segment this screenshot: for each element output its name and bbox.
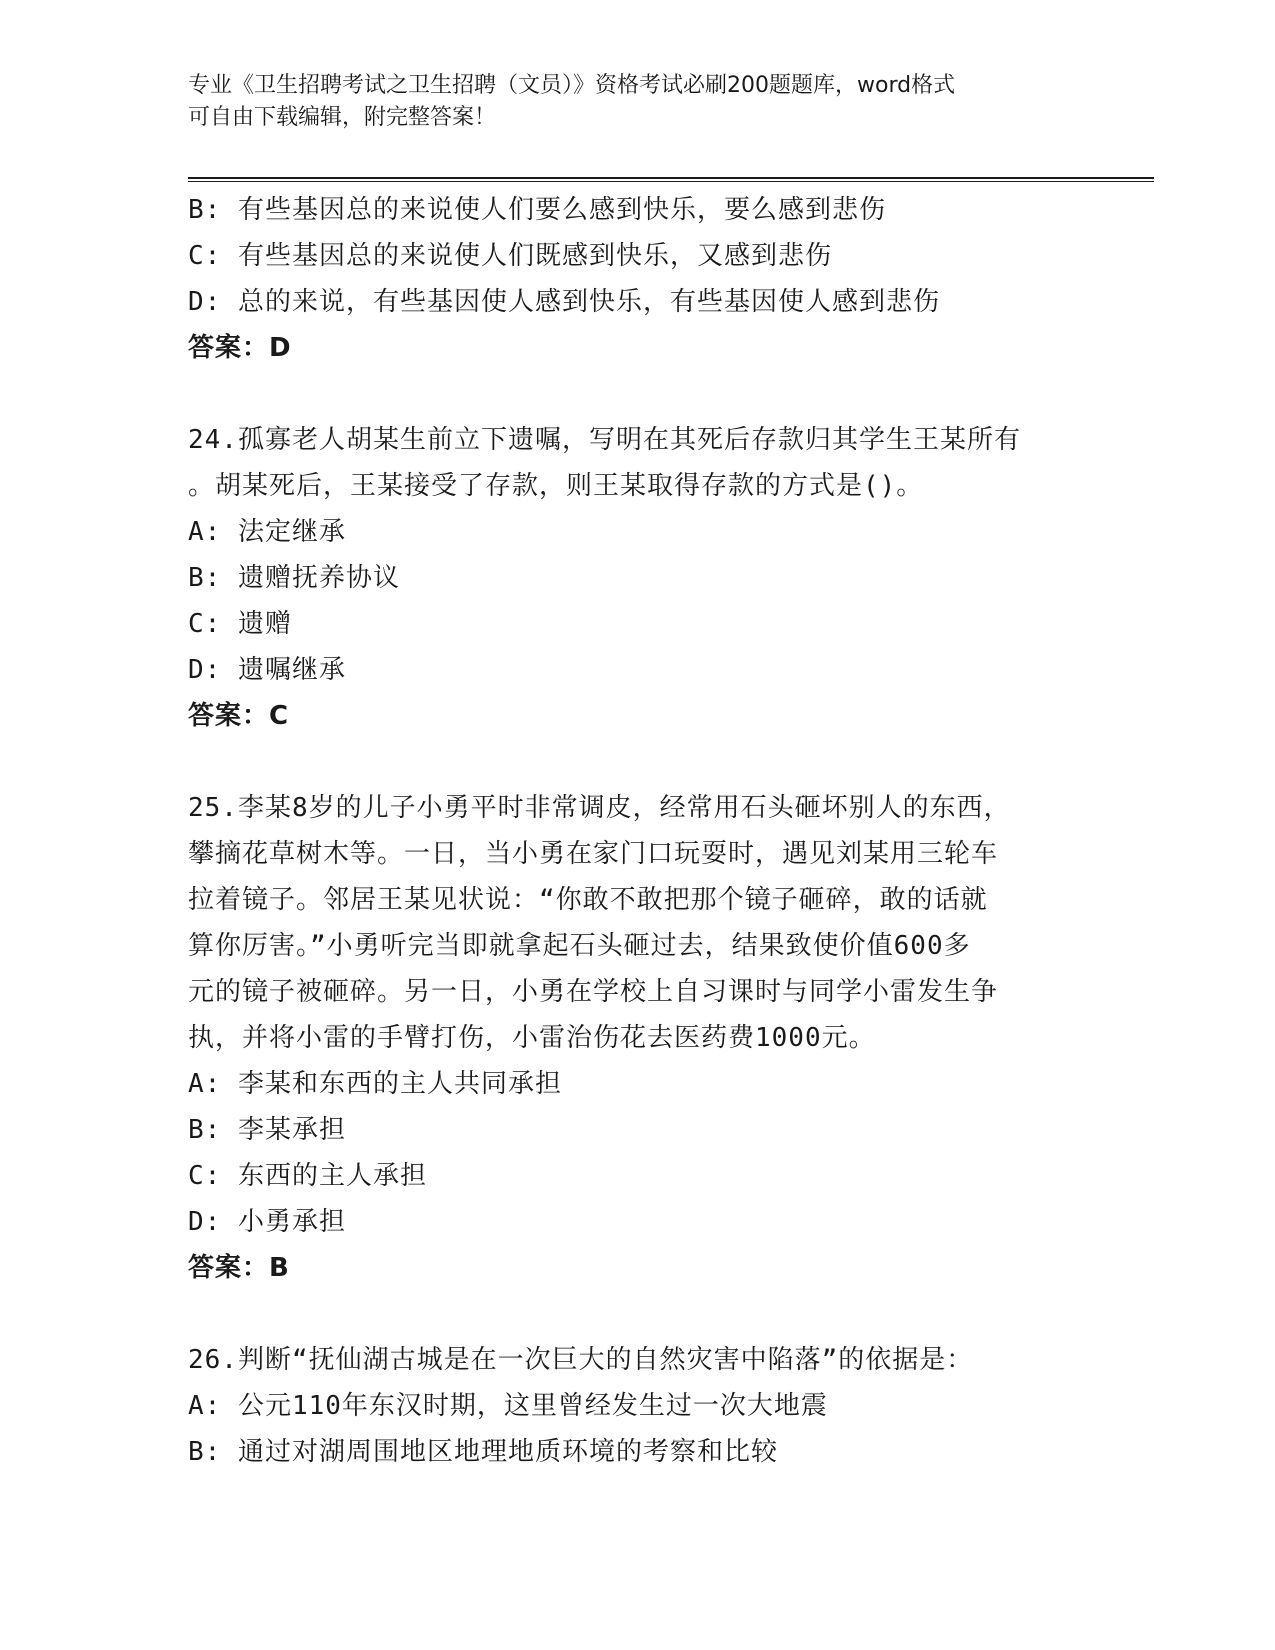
question-stem-line: 元的镜子被砸碎。另一日，小勇在学校上自习课时与同学小雷发生争 xyxy=(188,977,999,1007)
answer-line: 答案：B xyxy=(188,1253,290,1283)
question-stem-line: 24.孤寡老人胡某生前立下遗嘱，写明在其死后存款归其学生王某所有 xyxy=(188,425,1021,455)
question-stem-line: 执，并将小雷的手臂打伤，小雷治伤花去医药费1000元。 xyxy=(188,1023,876,1053)
spacer xyxy=(188,739,1088,785)
question-stem-line: 攀摘花草树木等。一日，当小勇在家门口玩耍时，遇见刘某用三轮车 xyxy=(188,839,999,869)
header-title-line-2: 可自由下载编辑，附完整答案！ xyxy=(188,105,497,130)
spacer xyxy=(188,1291,1088,1337)
option-c: C: 有些基因总的来说使人们既感到快乐，又感到悲伤 xyxy=(188,241,832,271)
question-24 xyxy=(188,417,1088,739)
option-a: A: 公元110年东汉时期，这里曾经发生过一次大地震 xyxy=(188,1391,828,1421)
answer-line: 答案：D xyxy=(188,333,292,363)
option-b: B: 遗赠抚养协议 xyxy=(188,563,400,593)
option-a: A: 法定继承 xyxy=(188,517,346,547)
option-b: B: 李某承担 xyxy=(188,1115,346,1145)
answer-line: 答案：C xyxy=(188,701,290,731)
question-stem-line: 26.判断“抚仙湖古城是在一次巨大的自然灾害中陷落”的依据是： xyxy=(188,1345,974,1375)
option-d: D: 小勇承担 xyxy=(188,1207,346,1237)
option-c: C: 东西的主人承担 xyxy=(188,1161,427,1191)
header-divider xyxy=(188,177,1154,182)
option-d: D: 总的来说，有些基因使人感到快乐，有些基因使人感到悲伤 xyxy=(188,287,940,317)
spacer xyxy=(188,371,1088,417)
option-b: B: 通过对湖周围地区地理地质环境的考察和比较 xyxy=(188,1437,778,1467)
question-23-tail xyxy=(188,187,1088,371)
question-26 xyxy=(188,1337,1088,1475)
option-a: A: 李某和东西的主人共同承担 xyxy=(188,1069,562,1099)
question-stem-line: 。胡某死后，王某接受了存款，则王某取得存款的方式是()。 xyxy=(188,471,924,501)
question-stem-line: 25.李某8岁的儿子小勇平时非常调皮，经常用石头砸坏别人的东西， xyxy=(188,793,1011,823)
question-content xyxy=(188,187,1088,1475)
document-header xyxy=(188,70,1088,134)
option-c: C: 遗赠 xyxy=(188,609,292,639)
option-b: B: 有些基因总的来说使人们要么感到快乐，要么感到悲伤 xyxy=(188,195,886,225)
question-stem-line: 拉着镜子。邻居王某见状说：“你敢不敢把那个镜子砸碎，敢的话就 xyxy=(188,885,988,915)
question-stem-line: 算你厉害。”小勇听完当即就拿起石头砸过去，结果致使价值600多 xyxy=(188,931,971,961)
question-25 xyxy=(188,785,1088,1291)
option-d: D: 遗嘱继承 xyxy=(188,655,346,685)
header-title-line-1: 专业《卫生招聘考试之卫生招聘（文员）》资格考试必刷200题题库，word格式 xyxy=(188,73,956,98)
